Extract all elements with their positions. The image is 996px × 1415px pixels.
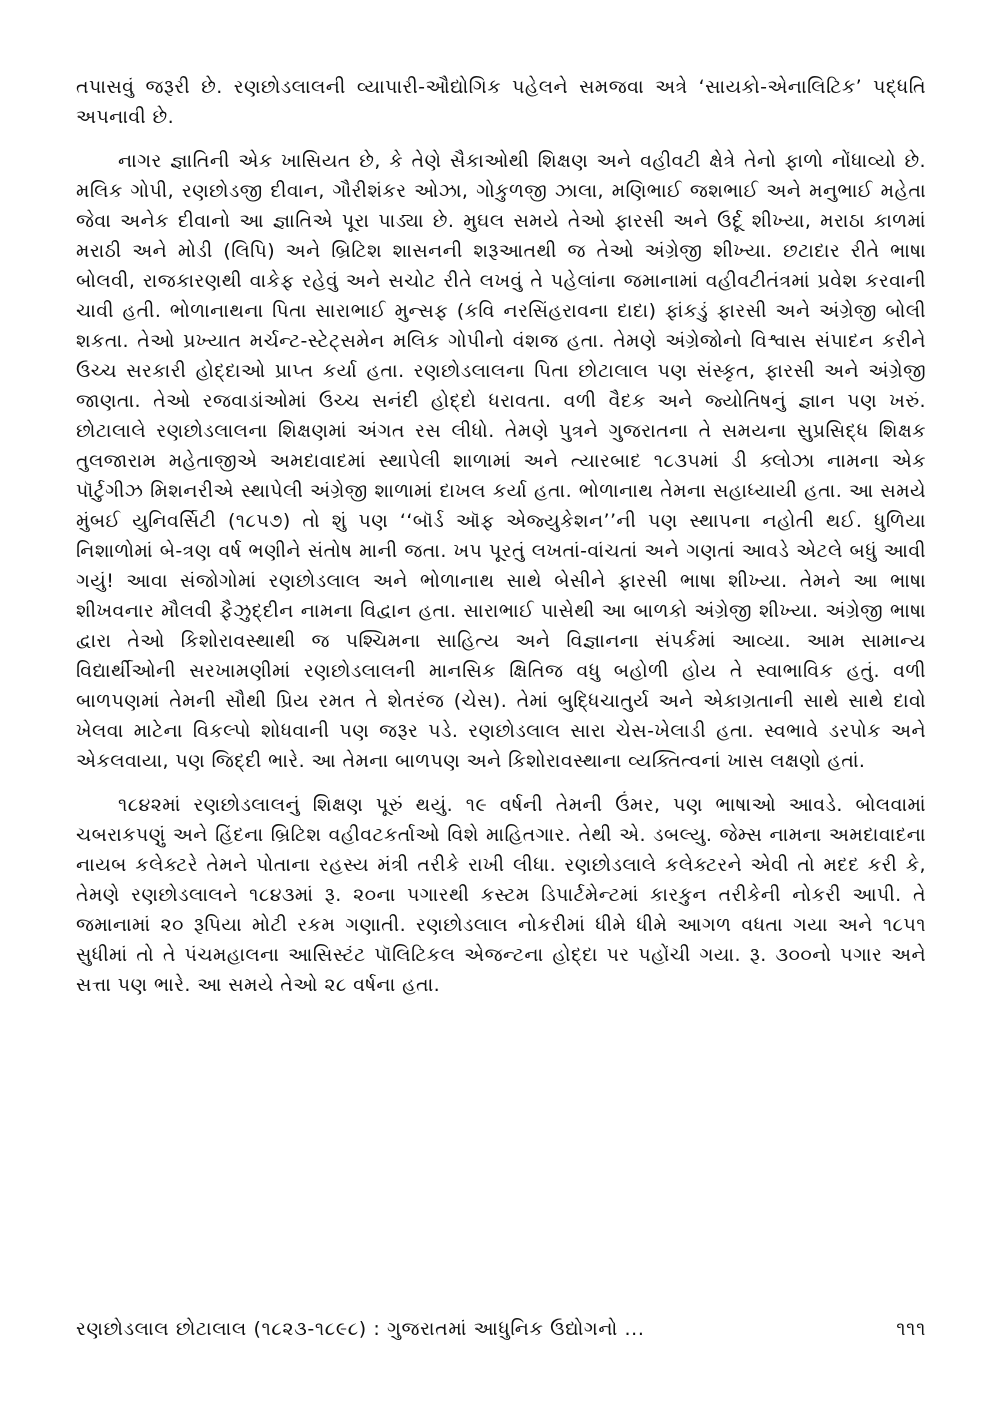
running-title: રણછોડલાલ છોટાલાલ (૧૮૨૩-૧૮૯૮) : ગુજરાતમાં આધુનિક ઉદ્યોગનો ... bbox=[76, 1318, 645, 1340]
paragraph-career-start: ૧૮૪૨માં રણછોડલાલનું શિક્ષણ પૂરું થયું. ૧૯ વર્ષની તેમની ઉંમર, પણ ભાષાઓ આવડે. બોલવામાં ચબરાકપણું અને હિંદના બ્રિટિશ વહીવટકર્તાઓ વિશે માહિતગાર. તેથી એ. ડબલ્યુ. જેમ્સ નામના અમદાવાદના નાયબ કલેક્ટરે તેમને પોતાના રહસ્ય મંત્રી તરીકે રાખી લીધા. રણછોડલાલે કલેક્ટરને એવી તો મદદ કરી કે, તેમણે રણછોડલાલને ૧૮૪૩માં રૂ. ૨૦ના પગારથી કસ્ટમ ડિપાર્ટમેન્ટમાં કારકુન તરીકેની નોકરી આપી. તે જમાનામાં ૨૦ રૂપિયા મોટી રકમ ગણાતી. રણછોડલાલ નોકરીમાં ધીમે ધીમે આગળ વધતા ગયા અને ૧૮૫૧ સુધીમાં તો તે પંચમહાલના આસિસ્ટંટ પૉલિટિકલ એજન્ટના હોદ્દા પર પહોંચી ગયા. રૂ. ૩૦૦નો પગાર અને સત્તા પણ ભારે. આ સમયે તેઓ ૨૮ વર્ષના હતા. bbox=[76, 794, 926, 996]
page-body bbox=[76, 72, 926, 1000]
page-footer bbox=[76, 1318, 926, 1340]
paragraph-intro-continuation: તપાસવું જરૂરી છે. રણછોડલાલની વ્યાપારી-ઔદ્યોગિક પહેલને સમજવા અત્રે ‘સાયકો-એનાલિટિક’ પદ્ધતિ અપનાવી છે. bbox=[76, 76, 926, 128]
paragraph-gap bbox=[76, 132, 926, 146]
paragraph-nagar-caste: નાગર જ્ઞાતિની એક ખાસિયત છે, કે તેણે સૈકાઓથી શિક્ષણ અને વહીવટી ક્ષેત્રે તેનો ફાળો નોંધાવ્યો છે. મલિક ગોપી, રણછોડજી દીવાન, ગૌરીશંકર ઓઝા, ગોકુળજી ઝાલા, મણિભાઈ જશભાઈ અને મનુભાઈ મહેતા જેવા અનેક દીવાનો આ જ્ઞાતિએ પૂરા પાડ્યા છે. મુઘલ સમયે તેઓ ફારસી અને ઉર્દૂ શીખ્યા, મરાઠા કાળમાં મરાઠી અને મોડી (લિપિ) અને બ્રિટિશ શાસનની શરૂઆતથી જ તેઓ અંગ્રેજી શીખ્યા. છટાદાર રીતે ભાષા બોલવી, રાજકારણથી વાકેફ રહેવું અને સચોટ રીતે લખવું તે પહેલાંના જમાનામાં વહીવટીતંત્રમાં પ્રવેશ કરવાની ચાવી હતી. ભોળાનાથના પિતા સારાભાઈ મુન્સફ (કવિ નરસિંહરાવના દાદા) ફાંકડું ફારસી અને અંગ્રેજી બોલી શકતા. તેઓ પ્રખ્યાત મર્ચન્ટ-સ્ટેટ્સમેન મલિક ગોપીનો વંશજ હતા. તેમણે અંગ્રેજોનો વિશ્વાસ સંપાદન કરીને ઉચ્ચ સરકારી હોદ્દાઓ પ્રાપ્ત કર્યા હતા. રણછોડલાલના પિતા છોટાલાલ પણ સંસ્કૃત, ફારસી અને અંગ્રેજી જાણતા. તેઓ રજવાડાંઓમાં ઉચ્ચ સનંદી હોદ્દો ધરાવતા. વળી વૈદક અને જ્યોતિષનું જ્ઞાન પણ ખરું. છોટાલાલે રણછોડલાલના શિક્ષણમાં અંગત રસ લીધો. તેમણે પુત્રને ગુજરાતના તે સમયના સુપ્રસિદ્ધ શિક્ષક તુલજારામ મહેતાજીએ અમદાવાદમાં સ્થાપેલી શાળામાં અને ત્યારબાદ ૧૮૩૫માં ડી ક્લોઝા નામના એક પૉર્ટુગીઝ મિશનરીએ સ્થાપેલી અંગ્રેજી શાળામાં દાખલ કર્યા હતા. ભોળાનાથ તેમના સહાધ્યાયી હતા. આ સમયે મુંબઈ યુનિવર્સિટી (૧૮૫૭) તો શું પણ ‘‘બૉર્ડ ઑફ એજ્યુકેશન’’ની પણ સ્થાપના નહોતી થઈ. ધુળિયા નિશાળોમાં બે-ત્રણ વર્ષ ભણીને સંતોષ માની જતા. ખપ પૂરતું લખતાં-વાંચતાં અને ગણતાં આવડે એટલે બધું આવી ગયું! આવા સંજોગોમાં રણછોડલાલ અને ભોળાનાથ સાથે બેસીને ફારસી ભાષા શીખ્યા. તેમને આ ભાષા શીખવનાર મૌલવી ફૈઝુદ્દીન નામના વિદ્વાન હતા. સારાભાઈ પાસેથી આ બાળકો અંગ્રેજી શીખ્યા. અંગ્રેજી ભાષા દ્વારા તેઓ કિશોરાવસ્થાથી જ પશ્ચિમના સાહિત્ય અને વિજ્ઞાનના સંપર્કમાં આવ્યા. આમ સામાન્ય વિદ્યાર્થીઓની સરખામણીમાં રણછોડલાલની માનસિક ક્ષિતિજ વધુ બહોળી હોય તે સ્વાભાવિક હતું. વળી બાળપણમાં તેમની સૌથી પ્રિય રમત તે શેતરંજ (ચેસ). તેમાં બુદ્ધિચાતુર્ય અને એકાગ્રતાની સાથે સાથે દાવો ખેલવા માટેના વિકલ્પો શોધવાની પણ જરૂર પડે. રણછોડલાલ સારા ચેસ-ખેલાડી હતા. સ્વભાવે ડરપોક અને એકલવાયા, પણ જિદ્દી ભારે. આ તેમના બાળપણ અને કિશોરાવસ્થાના વ્યક્તિત્વનાં ખાસ લક્ષણો હતાં. bbox=[76, 150, 926, 772]
paragraph-gap bbox=[76, 776, 926, 790]
page-number: ૧૧૧ bbox=[896, 1318, 926, 1340]
